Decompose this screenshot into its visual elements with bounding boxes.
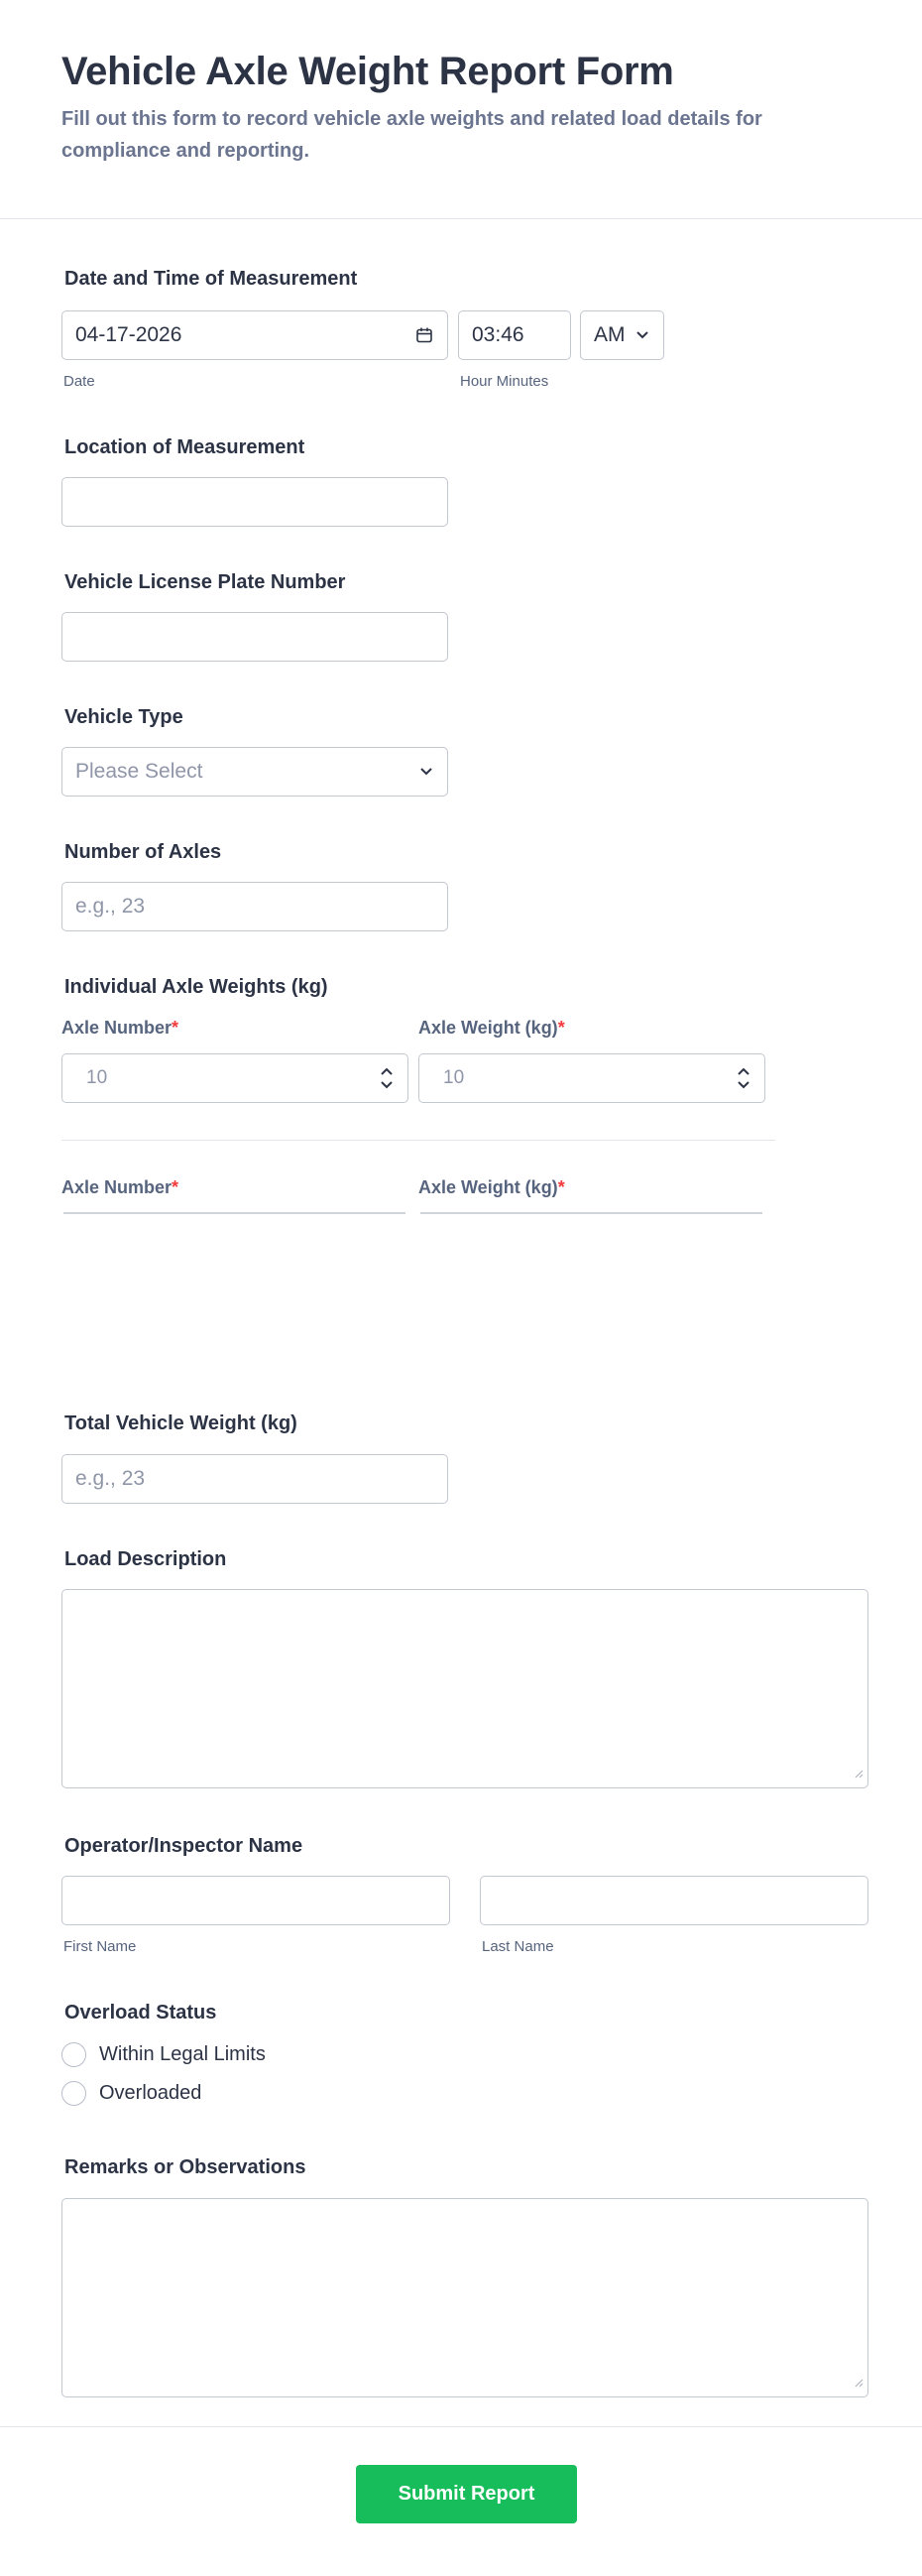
axle-number-input-2[interactable]	[63, 1212, 405, 1214]
operator-label: Operator/Inspector Name	[64, 1835, 303, 1857]
first-name-input[interactable]	[61, 1876, 450, 1925]
ampm-select[interactable]: AM	[580, 310, 664, 360]
first-name-sublabel: First Name	[63, 1938, 137, 1955]
vehicle-type-select[interactable]: Please Select	[61, 747, 448, 797]
load-description-label: Load Description	[64, 1548, 227, 1570]
date-sublabel: Date	[63, 373, 95, 390]
overload-label: Overload Status	[64, 2002, 217, 2024]
datetime-label: Date and Time of Measurement	[64, 268, 358, 290]
location-label: Location of Measurement	[64, 436, 305, 458]
vehicle-type-label: Vehicle Type	[64, 706, 183, 728]
resize-handle-icon[interactable]	[854, 2375, 864, 2392]
stepper-icon[interactable]	[737, 1063, 750, 1093]
remarks-label: Remarks or Observations	[64, 2156, 306, 2178]
chevron-down-icon	[635, 330, 649, 340]
axle-number-col-label: Axle Number*	[61, 1018, 179, 1038]
time-input[interactable]: 03:46	[458, 310, 571, 360]
axles-label: Number of Axles	[64, 841, 222, 863]
calendar-icon[interactable]	[415, 326, 433, 344]
stepper-icon[interactable]	[380, 1063, 394, 1093]
chevron-down-icon	[419, 767, 433, 777]
radio-circle[interactable]	[61, 2081, 86, 2106]
axle-weight-input-2[interactable]	[420, 1212, 762, 1214]
radio-within-limits[interactable]: Within Legal Limits	[61, 2042, 266, 2067]
radio-circle[interactable]	[61, 2042, 86, 2067]
axle-weight-col-label-2: Axle Weight (kg)*	[418, 1177, 565, 1197]
page-title: Vehicle Axle Weight Report Form	[61, 50, 674, 93]
total-weight-label: Total Vehicle Weight (kg)	[64, 1412, 297, 1434]
plate-label: Vehicle License Plate Number	[64, 571, 346, 593]
page-subtitle: Fill out this form to record vehicle axle weights and related load details for compliance and reporting.	[61, 108, 762, 162]
axle-row-divider	[61, 1140, 775, 1141]
time-sublabel: Hour Minutes	[460, 373, 549, 390]
date-input[interactable]: 04-17-2026	[61, 310, 448, 360]
load-description-textarea[interactable]	[61, 1589, 868, 1788]
plate-input[interactable]	[61, 612, 448, 662]
remarks-textarea[interactable]	[61, 2198, 868, 2397]
last-name-sublabel: Last Name	[482, 1938, 554, 1955]
axle-weights-label: Individual Axle Weights (kg)	[64, 976, 328, 998]
axle-number-input[interactable]: 10	[61, 1053, 408, 1103]
total-weight-input[interactable]: e.g., 23	[61, 1454, 448, 1504]
location-input[interactable]	[61, 477, 448, 527]
radio-overloaded[interactable]: Overloaded	[61, 2081, 201, 2106]
axle-number-col-label-2: Axle Number*	[61, 1177, 179, 1197]
axle-weight-col-label: Axle Weight (kg)*	[418, 1018, 565, 1038]
submit-button[interactable]: Submit Report	[356, 2465, 577, 2523]
resize-handle-icon[interactable]	[854, 1766, 864, 1783]
last-name-input[interactable]	[480, 1876, 868, 1925]
form-header	[0, 0, 922, 219]
axles-input[interactable]: e.g., 23	[61, 882, 448, 931]
axle-weight-input[interactable]: 10	[418, 1053, 765, 1103]
footer-divider	[0, 2426, 922, 2427]
